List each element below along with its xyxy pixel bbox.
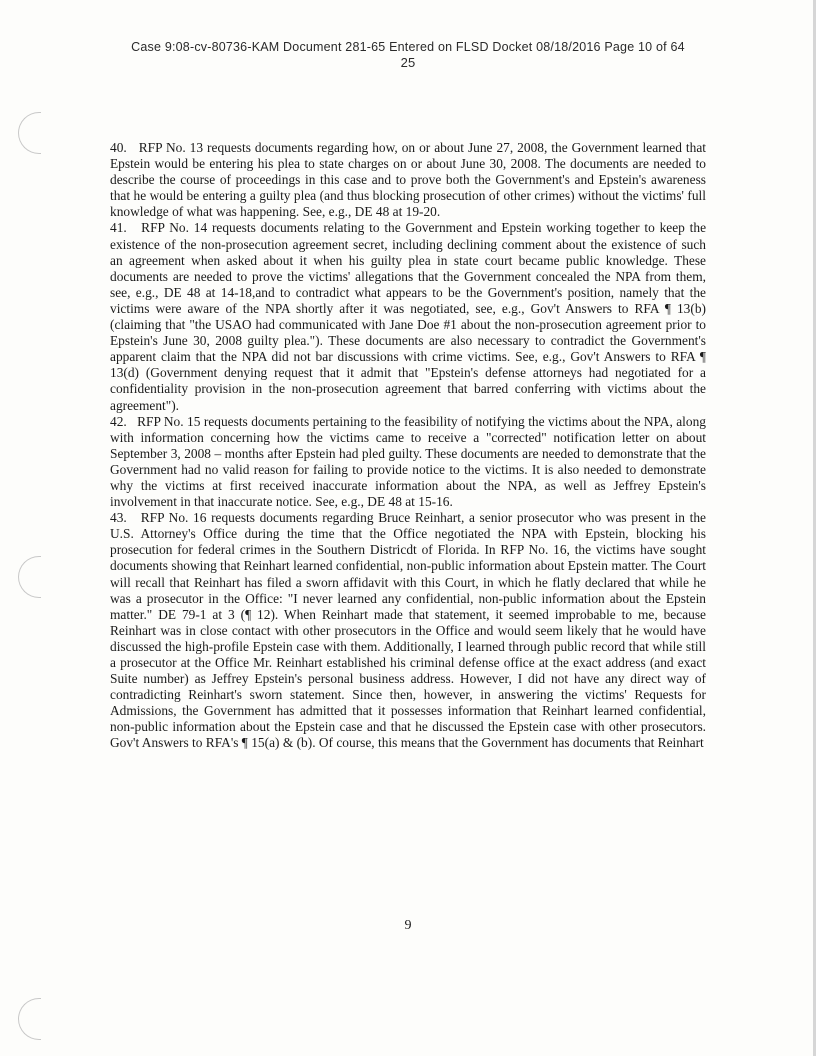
hole-punch-middle bbox=[18, 556, 41, 598]
court-filing-header bbox=[0, 40, 816, 70]
paragraph-text: RFP No. 14 requests documents relating to the Government and Epstein working together to keep the existence of the non-prosecution agreement secret, including declining comment about the existence of such an agreement when asked about it when his guilty plea in state court became public knowledge. These documents are needed to prove the victims' allegations that the Government concealed the NPA from them, see, e.g., DE 48 at 14-18,and to contradict what appears to be the Government's position, namely that the victims were aware of the NPA shortly after it was negotiated, see, e.g., Gov't Answers to RFA ¶ 13(b) (claiming that "the USAO had communicated with Jane Doe #1 about the non-prosecution agreement prior to Epstein's June 30, 2008 guilty plea."). These documents are also necessary to contradict the Government's apparent claim that the NPA did not bar discussions with crime victims. See, e.g., Gov't Answers to RFA ¶ 13(d) (Government denying request that it admit that "Epstein's defense attorneys had negotiated for a confidentiality provision in the non-prosecution agreement that barred conferring with victims about the agreement"). bbox=[110, 220, 707, 413]
exhibit-number: 25 bbox=[400, 55, 416, 70]
hole-punch-bottom bbox=[18, 998, 41, 1040]
paragraph-number: 43. bbox=[110, 510, 127, 526]
paragraph-43 bbox=[110, 510, 706, 751]
paragraph-40 bbox=[110, 140, 706, 220]
paragraph-text: RFP No. 15 requests documents pertaining to the feasibility of notifying the victims about the NPA, along with information concerning how the victims came to receive a "corrected" notification letter on about September 3, 2008 – months after Epstein had pled guilty. These documents are needed to demonstrate that the Government had no valid reason for failing to provide notice to the victims. It is also needed to demonstrate why the victims at first received inaccurate information about the NPA, as well as Jeffrey Epstein's involvement in that inaccurate notice. See, e.g., DE 48 at 15-16. bbox=[110, 413, 706, 510]
hole-punch-top bbox=[18, 112, 41, 154]
page-number: 9 bbox=[404, 918, 412, 933]
case-stamp: Case 9:08-cv-80736-KAM Document 281-65 Entered on FLSD Docket 08/18/2016 Page 10 of 64 bbox=[131, 40, 685, 54]
paragraph-text: RFP No. 13 requests documents regarding how, on or about June 27, 2008, the Government learned that Epstein would be entering his plea to state charges on or about June 30, 2008. The documents are needed to describe the course of proceedings in this case and to prove both the Government's and Epstein's awareness that he would be entering a guilty plea (and thus blocking prosecution of other crimes) without the victims' full knowledge of what was happening. See, e.g., DE 48 at 19-20. bbox=[110, 140, 706, 220]
paragraph-number: 41. bbox=[110, 220, 127, 236]
paragraph-text: RFP No. 16 requests documents regarding Bruce Reinhart, a senior prosecutor who was present in the U.S. Attorney's Office during the time that the Office negotiated the NPA with Epstein, blocking his prosecution for federal crimes in the Southern Districdt of Florida. In RFP No. 16, the victims have sought documents showing that Reinhart learned confidential, non-public information about Epstein matter. The Court will recall that Reinhart has filed a sworn affidavit with this Court, in which he flatly declared that while he was a prosecutor in the Office: "I never learned any confidential, non-public information about the Epstein matter." DE 79-1 at 3 (¶ 12). When Reinhart made that statement, it seemed improbable to me, because Reinhart was in close contact with other prosecutors in the Office and would seem likely that he would have discussed the high-profile Epstein case with them. Additionally, I learned through public record that while still a prosecutor at the Office Mr. Reinhart established his criminal defense office at the exact address (and exact Suite number) as Jeffrey Epstein's personal business address. However, I did not have any direct way of contradicting Reinhart's sworn statement. Since then, however, in answering the victims' Requests for Admissions, the Government has admitted that it possesses information that Reinhart learned confidential, non-public information about the Epstein case and that he discussed the Epstein case with other prosecutors. Gov't Answers to RFA's ¶ 15(a) & (b). Of course, this means that the Government has documents that Reinhart bbox=[110, 510, 707, 751]
paragraph-41 bbox=[110, 220, 706, 413]
paragraph-number: 42. bbox=[110, 413, 127, 429]
paragraph-42 bbox=[110, 414, 706, 511]
document-body bbox=[110, 140, 706, 752]
paragraph-number: 40. bbox=[110, 140, 127, 155]
